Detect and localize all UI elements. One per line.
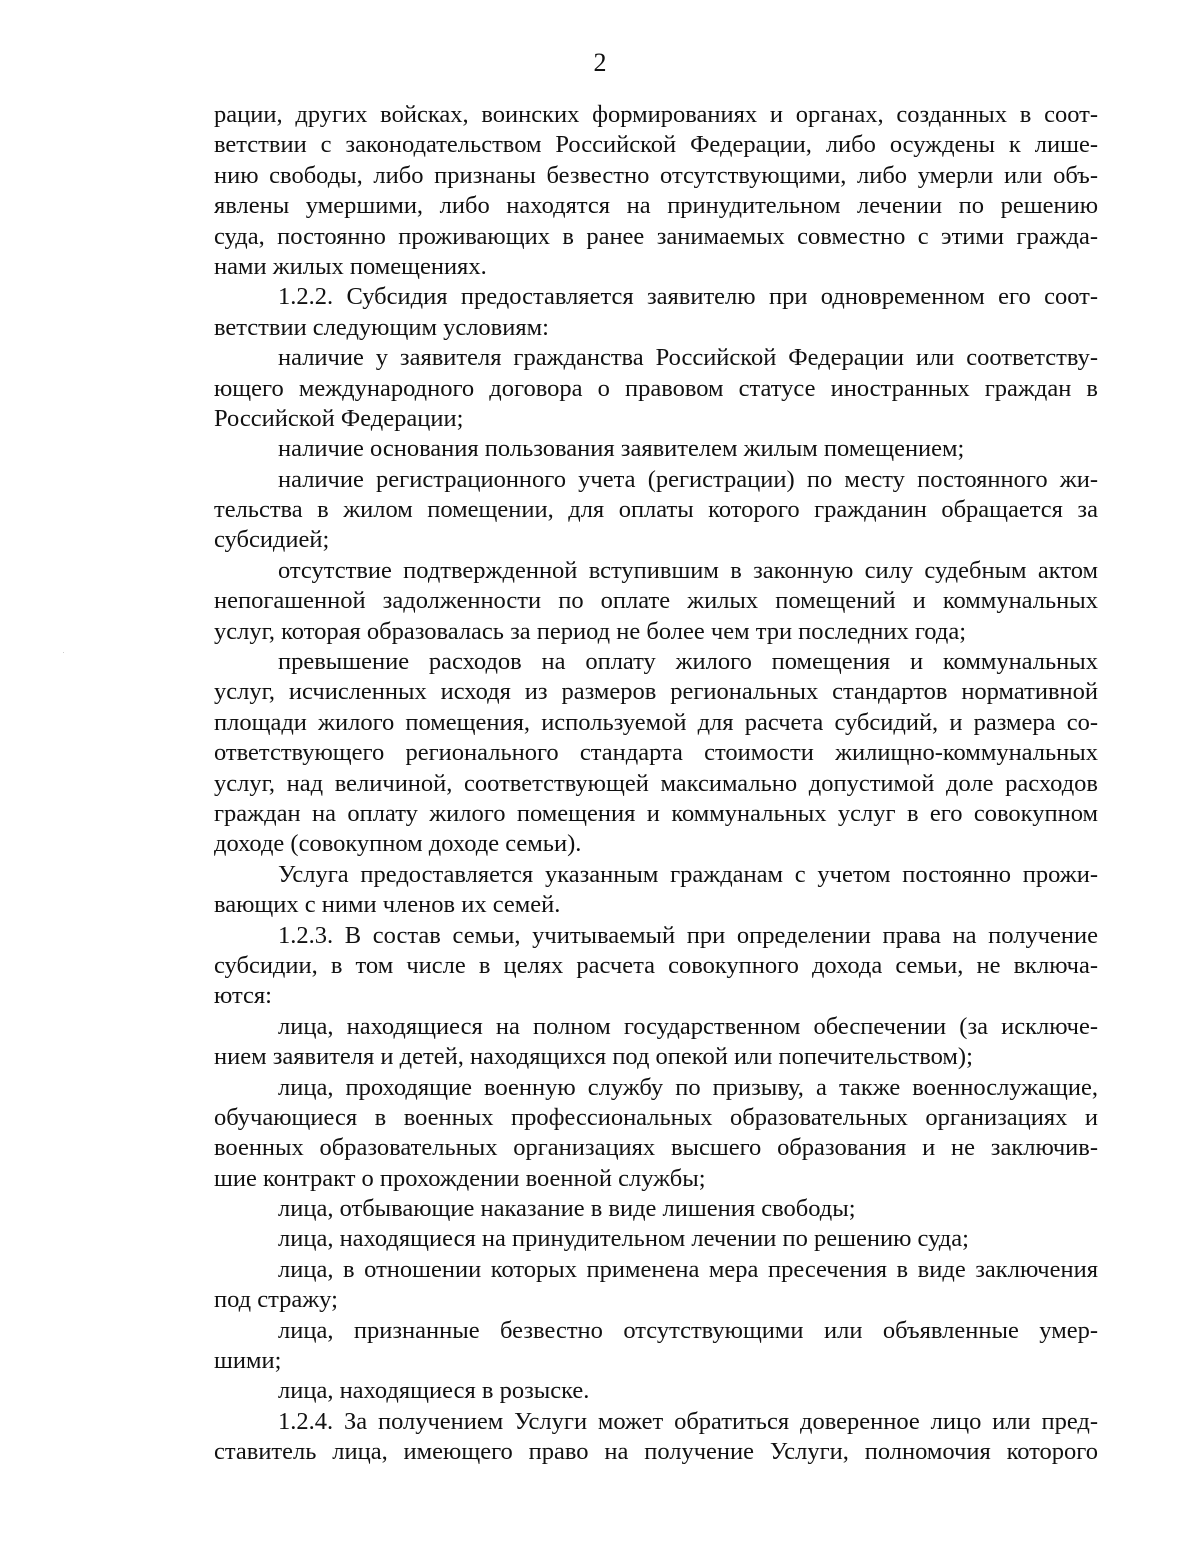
- text-line: лица, находящиеся на полном государственном обеспечении (за исключе-: [278, 1012, 1098, 1040]
- text-line: 1.2.3. В состав семьи, учитываемый при определении права на получение: [278, 921, 1098, 949]
- text-line: услуг, исчисленных исходя из размеров региональных стандартов нормативной: [214, 678, 1098, 706]
- text-line: лица, находящиеся в розыске.: [278, 1377, 590, 1405]
- text-line: военных образовательных организациях высшего образования и не заключив-: [214, 1134, 1098, 1162]
- text-line: отсутствие подтвержденной вступившим в законную силу судебным актом: [278, 556, 1098, 584]
- text-line: услуг, над величиной, соответствующей максимально допустимой доле расходов: [214, 769, 1098, 797]
- text-line: 1.2.2. Субсидия предоставляется заявителю при одновременном его соот-: [278, 283, 1098, 311]
- page-number: 2: [593, 48, 607, 77]
- text-line: граждан на оплату жилого помещения и коммунальных услуг в его совокупном: [214, 799, 1098, 827]
- text-line: 1.2.4. За получением Услуги может обратиться доверенное лицо или пред-: [278, 1407, 1098, 1435]
- text-line: непогашенной задолженности по оплате жилых помещений и коммунальных: [214, 587, 1098, 615]
- text-line: наличие регистрационного учета (регистрации) по месту постоянного жи-: [278, 465, 1098, 493]
- text-line: лица, отбывающие наказание в виде лишения свободы;: [278, 1195, 856, 1223]
- text-line: площади жилого помещения, используемой для расчета субсидий, и размера со-: [214, 708, 1098, 736]
- scan-speck: [63, 652, 64, 653]
- text-line: Услуга предоставляется указанным гражданам с учетом постоянно прожи-: [278, 860, 1098, 888]
- text-line: доходе (совокупном доходе семьи).: [214, 830, 582, 858]
- text-line: рации, других войсках, воинских формированиях и органах, созданных в соот-: [214, 101, 1098, 128]
- text-line: тельства в жилом помещении, для оплаты которого гражданин обращается за: [214, 496, 1098, 524]
- text-line: под стражу;: [214, 1286, 338, 1314]
- text-line: ветствии с законодательством Российской Федерации, либо осуждены к лише-: [214, 131, 1098, 159]
- text-line: ющего международного договора о правовом статусе иностранных граждан в: [214, 374, 1098, 402]
- text-line: лица, в отношении которых применена мера пресечения в виде заключения: [278, 1255, 1098, 1283]
- text-line: шие контракт о прохождении военной службы;: [214, 1164, 706, 1192]
- text-line: наличие основания пользования заявителем жилым помещением;: [278, 435, 965, 463]
- text-line: суда, постоянно проживающих в ранее занимаемых совместно с этими гражда-: [214, 222, 1098, 250]
- text-line: нами жилых помещениях.: [214, 252, 487, 280]
- text-line: вающих с ними членов их семей.: [214, 891, 561, 919]
- text-line: ответствующего регионального стандарта стоимости жилищно-коммунальных: [214, 739, 1098, 767]
- text-line: ются:: [214, 982, 272, 1010]
- text-line: превышение расходов на оплату жилого помещения и коммунальных: [278, 648, 1098, 676]
- text-line: субсидией;: [214, 526, 330, 554]
- text-line: Российской Федерации;: [214, 404, 464, 432]
- text-line: шими;: [214, 1347, 282, 1375]
- text-line: лица, находящиеся на принудительном лечении по решению суда;: [278, 1225, 969, 1253]
- text-line: ставитель лица, имеющего право на получение Услуги, полномочия которого: [214, 1438, 1098, 1466]
- text-line: нию свободы, либо признаны безвестно отсутствующими, либо умерли или объ-: [214, 161, 1098, 189]
- text-line: субсидии, в том числе в целях расчета совокупного дохода семьи, не включа-: [214, 951, 1098, 979]
- text-line: лица, проходящие военную службу по призыву, а также военнослужащие,: [278, 1073, 1098, 1101]
- text-line: лица, признанные безвестно отсутствующими или объявленные умер-: [278, 1316, 1098, 1344]
- text-line: явлены умершими, либо находятся на принудительном лечении по решению: [214, 192, 1098, 220]
- text-line: наличие у заявителя гражданства Российской Федерации или соответству-: [278, 344, 1098, 372]
- text-line: обучающиеся в военных профессиональных образовательных организациях и: [214, 1103, 1098, 1131]
- document-text: [214, 100, 1098, 1468]
- text-line: услуг, которая образовалась за период не более чем три последних года;: [214, 617, 966, 645]
- text-line: нием заявителя и детей, находящихся под опекой или попечительством);: [214, 1043, 973, 1071]
- text-line: ветствии следующим условиям:: [214, 313, 549, 341]
